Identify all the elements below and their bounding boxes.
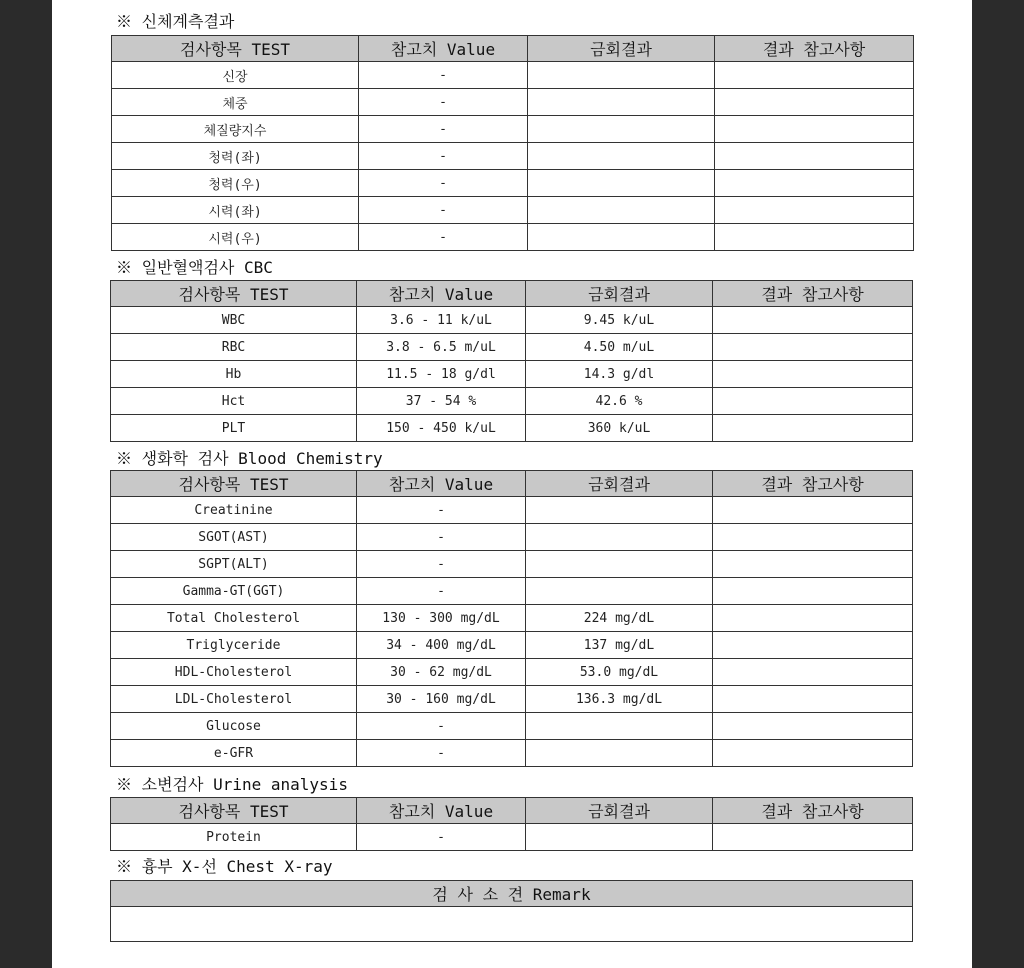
header-result: 금회결과: [526, 798, 713, 824]
cell-note: [715, 197, 914, 224]
cell-result: 4.50 m/uL: [526, 334, 713, 361]
cell-note: [713, 497, 913, 524]
cell-value: -: [357, 740, 526, 767]
cell-value: 130 - 300 mg/dL: [357, 605, 526, 632]
cell-test: Hct: [111, 388, 357, 415]
cell-test: Gamma-GT(GGT): [111, 578, 357, 605]
cell-note: [715, 224, 914, 251]
cell-result: [526, 578, 713, 605]
cell-test: LDL-Cholesterol: [111, 686, 357, 713]
cell-value: -: [359, 197, 528, 224]
cell-test: 청력(우): [112, 170, 359, 197]
header-value: 참고치 Value: [357, 798, 526, 824]
header-value: 참고치 Value: [357, 281, 526, 307]
table-row: [111, 415, 913, 442]
cell-test: Total Cholesterol: [111, 605, 357, 632]
cell-note: [713, 388, 913, 415]
cell-value: 37 - 54 %: [357, 388, 526, 415]
cell-value: -: [359, 116, 528, 143]
cell-note: [715, 62, 914, 89]
cell-test: 체중: [112, 89, 359, 116]
header-test: 검사항목 TEST: [111, 281, 357, 307]
table-row: [112, 62, 914, 89]
cell-value: -: [359, 62, 528, 89]
cell-value: 30 - 160 mg/dL: [357, 686, 526, 713]
cell-result: [526, 740, 713, 767]
header-test: 검사항목 TEST: [112, 36, 359, 62]
cell-result: 136.3 mg/dL: [526, 686, 713, 713]
cell-value: -: [357, 551, 526, 578]
cell-test: Protein: [111, 824, 357, 851]
cell-value: -: [357, 497, 526, 524]
table-header-row: [112, 36, 914, 62]
header-result: 금회결과: [526, 471, 713, 497]
cell-result: [528, 197, 715, 224]
cell-note: [713, 632, 913, 659]
table-row: [111, 632, 913, 659]
cell-value: -: [359, 143, 528, 170]
remark-cell: [111, 907, 913, 942]
table-blood-chemistry: [110, 470, 913, 767]
cell-test: 신장: [112, 62, 359, 89]
cell-result: [526, 551, 713, 578]
cell-test: 시력(좌): [112, 197, 359, 224]
cell-note: [713, 307, 913, 334]
cell-value: 150 - 450 k/uL: [357, 415, 526, 442]
cell-result: 53.0 mg/dL: [526, 659, 713, 686]
table-row: [111, 334, 913, 361]
cell-result: [528, 143, 715, 170]
cell-test: 시력(우): [112, 224, 359, 251]
cell-result: [528, 116, 715, 143]
table-row: [111, 824, 913, 851]
table-row: [111, 659, 913, 686]
table-row: [111, 361, 913, 388]
cell-result: [526, 524, 713, 551]
cell-value: -: [357, 824, 526, 851]
cell-test: Glucose: [111, 713, 357, 740]
cell-test: SGPT(ALT): [111, 551, 357, 578]
cell-result: 42.6 %: [526, 388, 713, 415]
cell-note: [715, 116, 914, 143]
cell-value: -: [357, 713, 526, 740]
cell-test: 청력(좌): [112, 143, 359, 170]
cell-result: 360 k/uL: [526, 415, 713, 442]
cell-value: 30 - 62 mg/dL: [357, 659, 526, 686]
cell-test: PLT: [111, 415, 357, 442]
cell-test: e-GFR: [111, 740, 357, 767]
cell-test: RBC: [111, 334, 357, 361]
cell-value: -: [359, 224, 528, 251]
cell-result: [528, 170, 715, 197]
cell-result: 14.3 g/dl: [526, 361, 713, 388]
cell-note: [713, 415, 913, 442]
cell-value: -: [357, 524, 526, 551]
table-row: [112, 116, 914, 143]
cell-value: -: [357, 578, 526, 605]
table-row: [112, 197, 914, 224]
header-note: 결과 참고사항: [715, 36, 914, 62]
remark-header-row: [111, 881, 913, 907]
header-result: 금회결과: [528, 36, 715, 62]
cell-note: [713, 334, 913, 361]
section-title-urine: ※ 소변검사 Urine analysis: [116, 775, 348, 794]
cell-test: WBC: [111, 307, 357, 334]
cell-note: [713, 578, 913, 605]
cell-value: 3.8 - 6.5 m/uL: [357, 334, 526, 361]
table-cbc: [110, 280, 913, 442]
cell-test: HDL-Cholesterol: [111, 659, 357, 686]
header-value: 참고치 Value: [357, 471, 526, 497]
table-row: [112, 143, 914, 170]
section-title-body: ※ 신체계측결과: [116, 12, 235, 31]
table-row: [111, 551, 913, 578]
table-row: [111, 686, 913, 713]
cell-note: [715, 170, 914, 197]
cell-test: Triglyceride: [111, 632, 357, 659]
cell-note: [713, 524, 913, 551]
cell-result: [528, 62, 715, 89]
cell-value: -: [359, 89, 528, 116]
cell-note: [713, 605, 913, 632]
cell-test: SGOT(AST): [111, 524, 357, 551]
cell-note: [713, 361, 913, 388]
cell-note: [713, 686, 913, 713]
cell-test: Creatinine: [111, 497, 357, 524]
cell-test: Hb: [111, 361, 357, 388]
cell-note: [713, 551, 913, 578]
table-row: [111, 740, 913, 767]
table-body-measurement: [111, 35, 914, 251]
cell-result: [526, 824, 713, 851]
cell-note: [713, 824, 913, 851]
remark-header: 검 사 소 견 Remark: [111, 881, 913, 907]
table-row: [111, 578, 913, 605]
header-test: 검사항목 TEST: [111, 798, 357, 824]
cell-note: [713, 659, 913, 686]
table-row: [111, 497, 913, 524]
section-title-cbc: ※ 일반혈액검사 CBC: [116, 258, 273, 277]
cell-test: 체질량지수: [112, 116, 359, 143]
header-note: 결과 참고사항: [713, 471, 913, 497]
table-header-row: [111, 471, 913, 497]
table-xray-remark: [110, 880, 913, 942]
cell-result: [528, 89, 715, 116]
cell-note: [713, 713, 913, 740]
cell-value: 3.6 - 11 k/uL: [357, 307, 526, 334]
table-row: [111, 388, 913, 415]
table-row: [111, 713, 913, 740]
table-row: [111, 524, 913, 551]
cell-value: 34 - 400 mg/dL: [357, 632, 526, 659]
remark-row: [111, 907, 913, 942]
cell-result: 137 mg/dL: [526, 632, 713, 659]
header-value: 참고치 Value: [359, 36, 528, 62]
table-urine: [110, 797, 913, 851]
table-row: [111, 307, 913, 334]
cell-note: [713, 740, 913, 767]
cell-result: [526, 713, 713, 740]
table-row: [112, 170, 914, 197]
header-note: 결과 참고사항: [713, 798, 913, 824]
cell-note: [715, 89, 914, 116]
cell-value: -: [359, 170, 528, 197]
table-row: [112, 224, 914, 251]
cell-result: [528, 224, 715, 251]
header-test: 검사항목 TEST: [111, 471, 357, 497]
cell-result: 224 mg/dL: [526, 605, 713, 632]
section-title-xray: ※ 흉부 X-선 Chest X-ray: [116, 857, 333, 876]
cell-result: [526, 497, 713, 524]
table-row: [112, 89, 914, 116]
cell-note: [715, 143, 914, 170]
table-row: [111, 605, 913, 632]
cell-result: 9.45 k/uL: [526, 307, 713, 334]
table-header-row: [111, 798, 913, 824]
section-title-chemistry: ※ 생화학 검사 Blood Chemistry: [116, 449, 383, 468]
table-header-row: [111, 281, 913, 307]
header-note: 결과 참고사항: [713, 281, 913, 307]
header-result: 금회결과: [526, 281, 713, 307]
cell-value: 11.5 - 18 g/dl: [357, 361, 526, 388]
